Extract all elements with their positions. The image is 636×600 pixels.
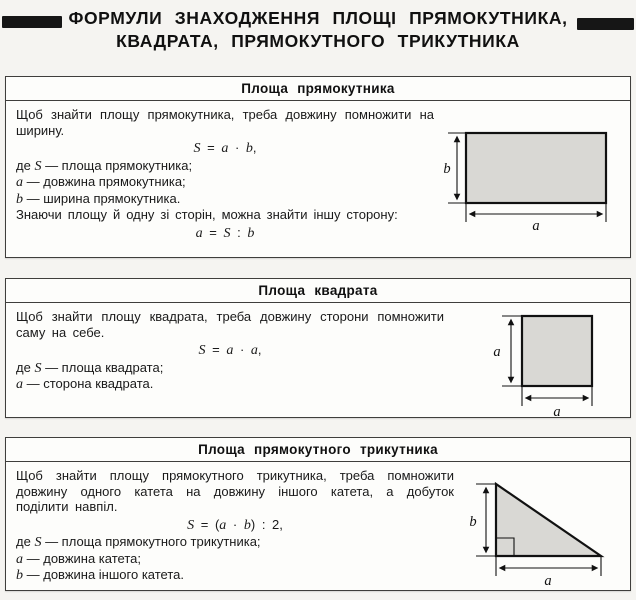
definition-line: де S — площа прямокутника; <box>16 157 193 174</box>
section-text <box>16 309 450 393</box>
height-label: b <box>469 514 477 530</box>
square-diagram <box>450 309 625 425</box>
page-title-line1: ФОРМУЛИ ЗНАХОДЖЕННЯ ПЛОЩІ ПРЯМОКУТНИКА, <box>68 8 568 28</box>
note-paragraph: Знаючи площу й одну зі сторін, можна знайти іншу сторону: <box>16 207 398 222</box>
definitions-list <box>16 360 444 393</box>
width-label: a <box>553 404 561 420</box>
rectangle-shape <box>466 133 606 203</box>
inverse-formula: a = S : b <box>195 224 255 241</box>
height-label: a <box>493 344 501 360</box>
definition-line: a — довжина прямокутника; <box>16 174 186 190</box>
intro-paragraph: Щоб знайти площу прямокутного трикутника, треба помножити довжину одного катета на довжину іншого катета, а добуток поділити навпіл. <box>16 468 454 514</box>
intro-paragraph: Щоб знайти площу квадрата, треба довжину сторони помножити саму на себе. <box>16 309 444 340</box>
width-label: a <box>532 218 540 232</box>
area-formula: S = (a · b) : 2, <box>187 516 283 533</box>
area-formula: S = a · a, <box>198 342 262 358</box>
definition-line: де S — площа прямокутного трикутника; <box>16 534 261 550</box>
section-right-triangle-area <box>5 437 631 591</box>
definitions-list <box>16 158 434 208</box>
square-shape <box>522 316 592 386</box>
right-triangle-figure <box>460 476 625 588</box>
definition-line: a — сторона квадрата. <box>16 376 154 392</box>
height-label: b <box>443 161 451 177</box>
page-title-line2: КВАДРАТА, ПРЯМОКУТНОГО ТРИКУТНИКА <box>116 31 520 51</box>
definition-line: b — довжина іншого катета. <box>16 567 184 583</box>
definition-line: де S — площа квадрата; <box>16 359 164 376</box>
definition-line: b — ширина прямокутника. <box>16 190 181 207</box>
section-header: Площа прямокутного трикутника <box>6 438 630 462</box>
width-label: a <box>544 573 552 588</box>
area-formula: S = a · b, <box>193 140 257 156</box>
triangle-shape <box>496 484 601 556</box>
section-text <box>16 107 440 242</box>
rectangle-diagram <box>440 107 625 237</box>
definitions-list <box>16 534 454 584</box>
intro-paragraph: Щоб знайти площу прямокутника, треба довжину помножити на ширину. <box>16 107 434 138</box>
right-triangle-diagram <box>460 468 625 593</box>
definition-line: a — довжина катета; <box>16 550 141 567</box>
section-rectangle-area <box>5 76 631 258</box>
section-text <box>16 468 460 584</box>
square-figure <box>450 306 625 420</box>
section-header: Площа квадрата <box>6 279 630 303</box>
section-square-area <box>5 278 631 418</box>
section-header: Площа прямокутника <box>6 77 630 101</box>
rectangle-figure <box>440 126 625 232</box>
page-title <box>0 7 636 53</box>
